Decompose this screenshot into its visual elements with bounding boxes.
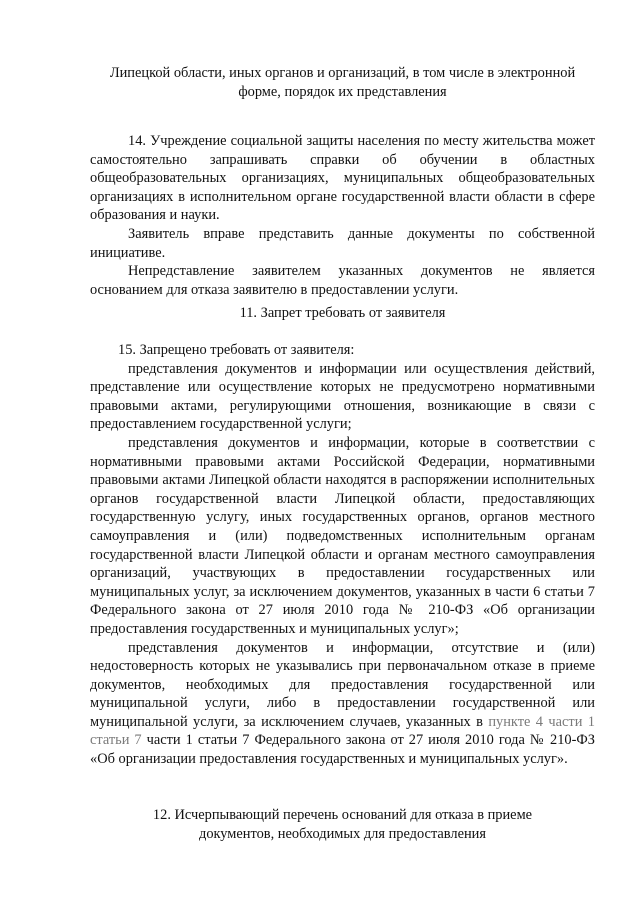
paragraph-15-item-1: представления документов и информации или осуществления действий, представление или осуществление которых не предусмотрено нормативными правовыми актами, регулирующими отношения, возникающие в связи с предоставлением государственной услуги; <box>90 360 595 433</box>
section-11-heading <box>90 304 595 323</box>
section-11-heading-text: 11. Запрет требовать от заявителя <box>239 305 446 321</box>
paragraph-15-item-3 <box>90 639 595 769</box>
paragraph-15-item-2: представления документов и информации, которые в соответствии с нормативными правовыми актами Российской Федерации, нормативными правовыми актами Липецкой области находятся в распоряжении исполнительных органов государственной власти Липецкой области, предоставляющих государственную услугу, иных государственных органов, органов местного самоуправления и (или) подведомственных исполнительным органам государственной власти Липецкой области и органам местного самоуправления организаций, участвующих в предоставлении государственных или муниципальных услуг, за исключением документов, указанных в части 6 статьи 7 Федерального закона от 27 июля 2010 года № 210-ФЗ «Об организации предоставления государственных и муниципальных услуг»; <box>90 434 595 637</box>
section-12-heading <box>90 806 595 843</box>
paragraph-14 <box>90 132 595 299</box>
paragraph-14-initiative: Заявитель вправе представить данные документы по собственной инициативе. <box>90 225 595 261</box>
paragraph-14-refusal: Непредставление заявителем указанных документов не является основанием для отказа заявителю в предоставлении услуги. <box>90 263 595 298</box>
paragraph-15-item-3-start: представления документов и информации, отсутствие и (или) недостоверность которых не указывались при первоначальном отказе в приеме документов, необходимых для предоставления государственной или муниципальной услуги, либо в предоставлении государственной или муниципальной услуги, за исключением случаев, указанных в <box>90 639 595 730</box>
continued-heading-text: Липецкой области, иных органов и организаций, в том числе в электронной форме, порядок их представления <box>109 65 576 100</box>
faded-reference: пункте 4 части 1 статьи 7 <box>90 713 595 749</box>
paragraph-15-item-3-end: части 1 статьи 7 Федерального закона от 27 июля 2010 года № 210-ФЗ «Об организации предоставления государственных и муниципальных услуг». <box>90 732 595 768</box>
paragraph-15-lead: 15. Запрещено требовать от заявителя: <box>118 342 355 358</box>
continued-heading <box>90 64 595 101</box>
paragraph-15 <box>90 341 595 769</box>
section-12-heading-text: 12. Исчерпывающий перечень оснований для отказа в приеме документов, необходимых для предоставления <box>152 807 533 842</box>
paragraph-14-text: 14. Учреждение социальной защиты населения по месту жительства может самостоятельно запрашивать справки об обучении в областных общеобразовательных организациях, муниципальных общеобразовательных организациях в исполнительном органе государственной власти области в сфере образования и науки. <box>90 133 595 224</box>
